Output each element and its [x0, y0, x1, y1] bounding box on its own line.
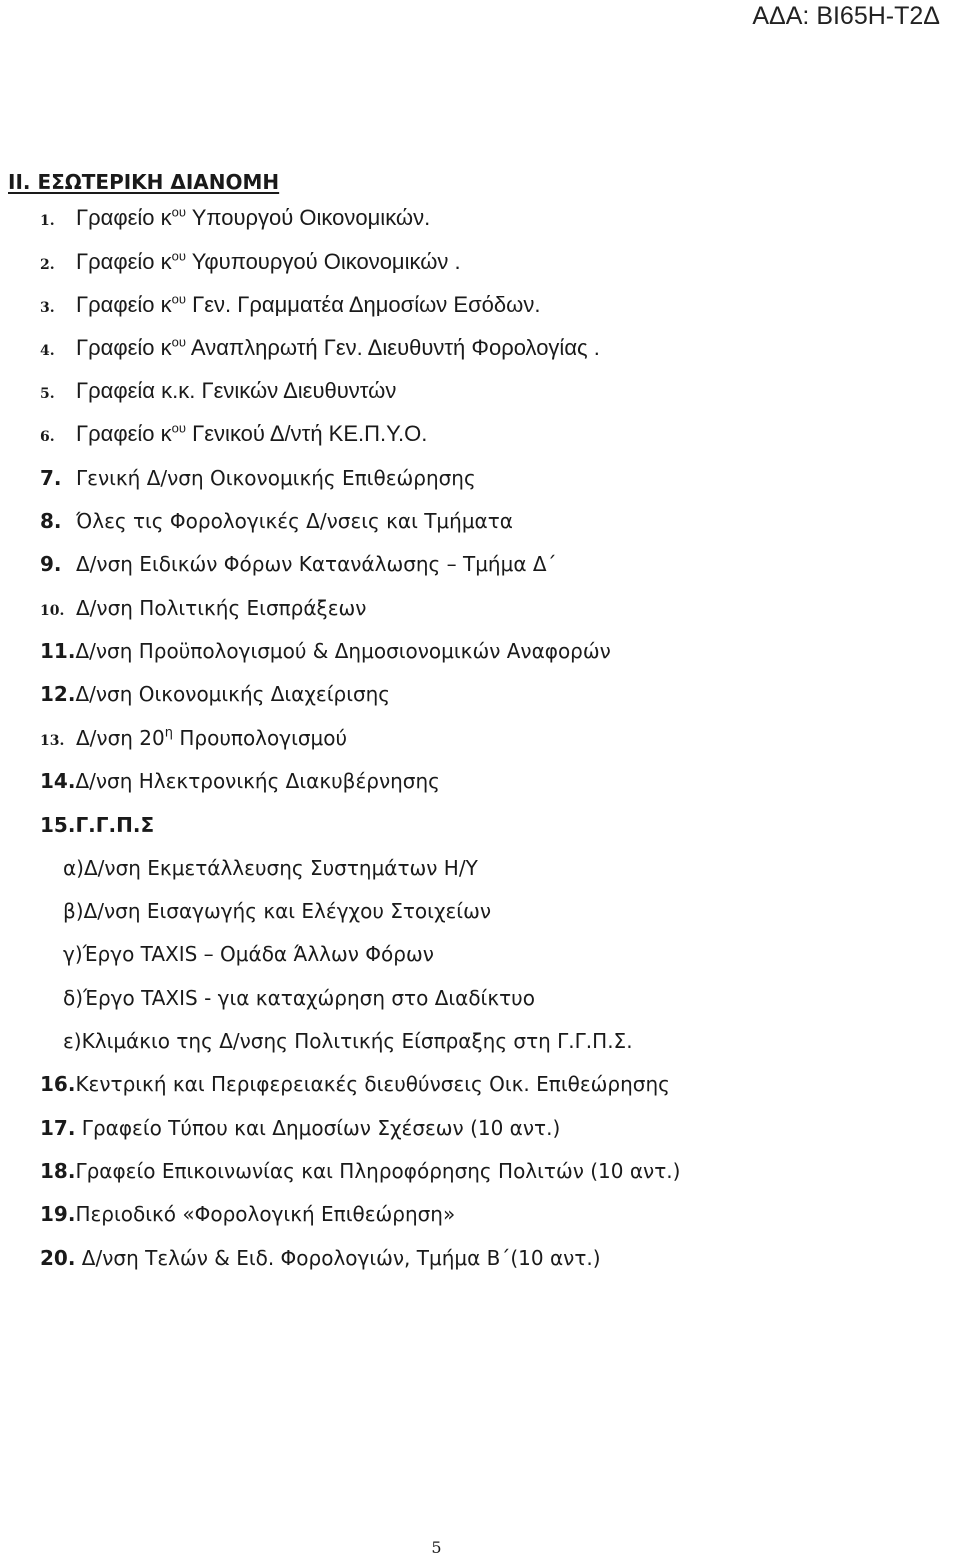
item-text: Όλες τις Φορολογικές Δ/νσεις και Τμήματα	[76, 509, 513, 533]
item-text: Αναπληρωτή Γεν. Διευθυντή Φορολογίας .	[186, 335, 600, 360]
item-text: Δ/νση Τελών & Ειδ. Φορολογιών, Τμήμα Β΄(10 αντ.)	[75, 1246, 601, 1270]
sub-list-item	[63, 941, 434, 967]
item-number: 7.	[40, 466, 62, 490]
item-number: 8.	[40, 509, 62, 533]
item-text: Γραφείο κ	[76, 249, 172, 274]
item-number: 14.	[40, 769, 76, 793]
item-text: Γραφείο Επικοινωνίας και Πληροφόρησης Πολιτών (10 αντ.)	[75, 1159, 681, 1183]
item-number: 15.	[40, 813, 76, 837]
list-item	[40, 465, 476, 491]
item-text: Περιοδικό «Φορολογική Επιθεώρηση»	[75, 1202, 456, 1226]
item-number: 16.	[40, 1072, 76, 1096]
sub-list-item	[63, 1028, 633, 1054]
item-text: Υπουργού Οικονομικών.	[186, 205, 431, 230]
list-item	[40, 812, 154, 838]
item-text: δ)Έργο TAXIS - για καταχώρηση στο Διαδίκτυο	[63, 986, 535, 1010]
item-number: 10.	[40, 603, 65, 619]
item-text: Γεν. Γραμματέα Δημοσίων Εσόδων.	[186, 292, 541, 317]
list-item	[40, 1158, 680, 1184]
sub-list-item	[63, 898, 491, 924]
list-item	[40, 595, 366, 624]
list-item	[40, 551, 557, 577]
item-number: 13.	[40, 733, 65, 749]
sub-list-item	[63, 855, 478, 881]
item-text: α)Δ/νση Εκμετάλλευσης Συστημάτων Η/Υ	[63, 856, 478, 880]
item-superscript: ου	[171, 248, 187, 264]
item-superscript: η	[164, 725, 173, 741]
list-item	[40, 421, 427, 450]
item-text: Γραφείο κ	[76, 421, 172, 446]
item-number: 19.	[40, 1202, 76, 1226]
item-superscript: ου	[171, 420, 187, 436]
list-item	[40, 725, 347, 754]
item-superscript: ου	[171, 291, 187, 307]
item-superscript: ου	[171, 204, 187, 220]
item-number: 3.	[40, 300, 55, 316]
item-text: Κεντρική και Περιφερειακές διευθύνσεις Οικ. Επιθεώρησης	[75, 1072, 670, 1096]
item-text: Γραφείο κ	[76, 335, 172, 360]
item-text: γ)Έργο TAXIS – Ομάδα Άλλων Φόρων	[63, 942, 434, 966]
section-title: ΙΙ. ΕΣΩΤΕΡΙΚΗ ΔΙΑΝΟΜΗ	[8, 170, 280, 194]
list-item	[40, 1071, 670, 1097]
item-text: Γενική Δ/νση Οικονομικής Επιθεώρησης	[76, 466, 476, 490]
list-item	[40, 1115, 560, 1141]
list-item	[40, 292, 540, 321]
item-text: ε)Κλιμάκιο της Δ/νσης Πολιτικής Είσπραξης στη Γ.Γ.Π.Σ.	[63, 1029, 633, 1053]
item-number: 12.	[40, 682, 76, 706]
item-superscript: ου	[171, 334, 187, 350]
item-text: β)Δ/νση Εισαγωγής και Ελέγχου Στοιχείων	[63, 899, 491, 923]
item-number: 6.	[40, 429, 55, 445]
item-number: 1.	[40, 213, 55, 229]
item-text: Δ/νση Ηλεκτρονικής Διακυβέρνησης	[75, 769, 440, 793]
list-item	[40, 508, 513, 534]
item-text: Γραφείο κ	[76, 205, 172, 230]
item-text: Γενικού Δ/ντή ΚΕ.Π.Υ.Ο.	[186, 421, 428, 446]
list-item	[40, 378, 396, 407]
list-item	[40, 1201, 455, 1227]
list-item	[40, 638, 611, 664]
list-item	[40, 335, 600, 364]
item-text: Δ/νση 20	[76, 726, 165, 750]
item-text: Γραφείο κ	[76, 292, 172, 317]
item-text: Γ.Γ.Π.Σ	[75, 813, 155, 837]
item-text: Δ/νση Οικονομικής Διαχείρισης	[75, 682, 391, 706]
item-text: Γραφείο Τύπου και Δημοσίων Σχέσεων (10 αντ.)	[75, 1116, 561, 1140]
item-number: 5.	[40, 386, 55, 402]
list-item	[40, 205, 430, 234]
list-item	[40, 249, 461, 278]
item-number: 9.	[40, 552, 62, 576]
list-item	[40, 1245, 601, 1271]
item-text: Δ/νση Προϋπολογισμού & Δημοσιονομικών Αναφορών	[75, 639, 611, 663]
item-number: 18.	[40, 1159, 76, 1183]
list-item	[40, 768, 440, 794]
item-text: Δ/νση Ειδικών Φόρων Κατανάλωσης – Τμήμα Δ΄	[76, 552, 557, 576]
item-number: 4.	[40, 343, 55, 359]
list-item	[40, 681, 390, 707]
item-text: Γραφεία κ.κ. Γενικών Διευθυντών	[76, 378, 397, 403]
item-text: Προυπολογισμού	[173, 726, 348, 750]
item-number: 17.	[40, 1116, 76, 1140]
item-number: 11.	[40, 639, 76, 663]
sub-list-item	[63, 985, 535, 1011]
page-number: 5	[431, 1538, 442, 1557]
item-text: Υφυπουργού Οικονομικών .	[186, 249, 461, 274]
item-number: 20.	[40, 1246, 76, 1270]
document-code: ΑΔΑ: ΒΙ65Η-Τ2Δ	[752, 2, 940, 30]
item-text: Δ/νση Πολιτικής Εισπράξεων	[76, 596, 367, 620]
item-number: 2.	[40, 257, 55, 273]
